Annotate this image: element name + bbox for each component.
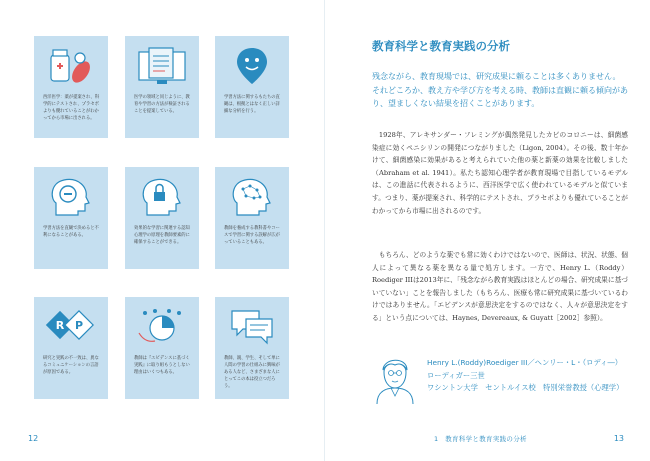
speech-bubbles-icon bbox=[215, 303, 289, 349]
svg-text:R: R bbox=[55, 319, 65, 332]
page-number-left: 12 bbox=[28, 434, 39, 443]
card-caption: 教師、親、学生、そして単に人間の学習の仕組みに興味がある人など、さまざまな人にとってこの本は役立つだろう。 bbox=[224, 356, 280, 389]
card-clipboard bbox=[125, 36, 199, 138]
body-paragraph-2: もちろん、どのような薬でも常に効くわけではないので、医師は、状況、状態、個人によって異なる薬を異なる量で処方します。一方で、Henry L.（Roddy）Roediger IIIは2013年に、「残念ながら教育実践はほとんどの場合、研究成果に基づいていない」ことを報告しました（もちろん、医療も常に研究成果に基づいているわけではありません。「エビデンスが意思決定をするのではなく、人々が意思決定をする」という点については、Haynes, Devereaux, & Guyatt［2002］参照）。 bbox=[372, 251, 628, 322]
head-lock-icon bbox=[125, 173, 199, 219]
right-page bbox=[325, 0, 650, 461]
card-caption: 西洋医学：薬が提案され、科学的にテストされ、プラセボよりも優れていることがわかってから市場に出される。 bbox=[43, 95, 100, 121]
head-minus-icon bbox=[34, 173, 108, 219]
running-head: 1 教育科学と教育実践の分析 bbox=[434, 435, 527, 443]
card-caption: 医学の領域と同じように、教育や学習の方法が検証されることを提案している。 bbox=[134, 95, 190, 114]
lightbulb-pin-icon bbox=[215, 42, 289, 88]
card-caption: 効果的な学習に関連する認知心理学の原理を教師要素的に確保することができる。 bbox=[134, 226, 190, 245]
rp-diamond-icon bbox=[34, 303, 108, 349]
medicine-icon bbox=[34, 42, 108, 88]
head-network-icon bbox=[215, 173, 289, 219]
card-medicine bbox=[34, 36, 108, 138]
card-lightbulb bbox=[215, 36, 289, 138]
person-name-kana: ローディガー三世 bbox=[427, 370, 485, 380]
page-number-right: 13 bbox=[613, 434, 624, 443]
svg-text:P: P bbox=[74, 319, 84, 332]
person-credit bbox=[427, 357, 637, 395]
clipboard-monitor-icon bbox=[125, 42, 199, 88]
card-head-minus bbox=[34, 167, 108, 269]
section-title: 教育科学と教育実践の分析 bbox=[372, 39, 510, 53]
card-bubbles bbox=[215, 297, 289, 399]
person-name: Henry L.(Roddy)Roediger III／ヘンリー・L・（ロディ―） bbox=[427, 358, 623, 367]
card-head-network bbox=[215, 167, 289, 269]
card-caption: 教師を養成する教科書やコースで学習に関する誤解が広がっていることもある。 bbox=[224, 226, 280, 245]
card-caption: 学習方法に関するもたちの直観は、根拠とはなく正しい詳細な分析を行う。 bbox=[224, 95, 280, 114]
card-cycle bbox=[125, 297, 199, 399]
card-rp bbox=[34, 297, 108, 399]
card-caption: 研究と実践の不一致は、異なるコミュニケーションの言語が原因である。 bbox=[43, 356, 99, 375]
card-caption: 教師は『エビデンスに基づく実践』に取り組もうとしない理由はいくつもある。 bbox=[134, 356, 190, 375]
roediger-portrait-icon bbox=[371, 352, 419, 404]
card-caption: 学習方法を直観で決めると不利になることがある。 bbox=[43, 226, 99, 238]
person-affiliation: ワシントン大学 セントルイス校 特別栄誉教授（心理学） bbox=[427, 383, 624, 392]
body-paragraph-1: 1928年、アレキサンダー・フレミングが偶然発見したカビのコロニーは、細菌感染症に効くペニシリンの開発につながりました（Ligon, 2004）。その後、数十年かけて、細菌感染に効果があると考えられていた他の薬と新薬の効果を比較しました（Abraham et al. 1941）。私たち認知心理学者が教育現場で目指しているモデルは、この進話に代表されるように、西洋医学で広く使われているモデルと似ています。つまり、薬が提案され、科学的にテストされ、プラセボよりも優れていることがわかってから市場に出されるのです。 bbox=[372, 131, 628, 215]
cycle-steps-icon bbox=[125, 303, 199, 349]
card-head-lock bbox=[125, 167, 199, 269]
lead-paragraph: 残念ながら、教育現場では、研究成果に頼ることは多くありません。それどころか、教え方や学び方を考える時、教師は直観に頼る傾向があり、望ましくない結果を招くことがあります。 bbox=[372, 72, 628, 108]
